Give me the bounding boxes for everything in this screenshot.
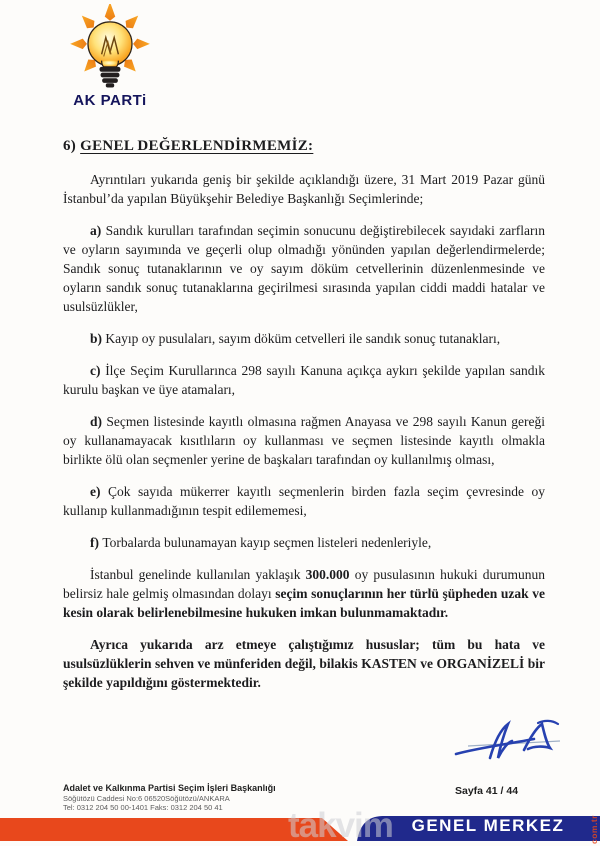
paragraph-bold-segment: c) (90, 363, 106, 378)
paragraph (63, 482, 545, 520)
paragraph-segment: Sandık kurulları tarafından seçimin sonucunu değiştirebilecek sayıdaki zarfların ve oyların sayımında ve geçerli olup olmadığı yönünden yapılan değerlendirmelerde; Sandık sonuç tutanaklarının ve oy sayım döküm cetvellerinin düzenlenmesinde ve oyların sandık sonuç tutanaklarına geçirilmesi sırasında yapılan ciddi maddi hatalar ve usulsüzlükler, (63, 223, 545, 314)
footer-contact-block (63, 784, 276, 813)
paragraph-segment: Çok sayıda mükerrer kayıtlı seçmenlerin birden fazla seçim çevresinde oy kullanıp kullanmadığının tespit edilememesi, (63, 484, 545, 518)
watermark-text: takvim (288, 806, 393, 845)
paragraph-segment: oy pusulasının hukuki durumunun belirsiz hale gelmiş olmasından dolayı (63, 567, 546, 601)
document-body (63, 136, 545, 705)
section-number: 6) (63, 138, 81, 154)
footer-address: Söğütözü Caddesi No:6 06520Söğütözü/ANKARA (63, 793, 230, 803)
paragraph-list (63, 170, 545, 692)
paragraph-segment: Kayıp oy pusulaları, sayım döküm cetvelleri ile sandık sonuç tutanakları, (105, 331, 501, 346)
paragraph-segment: İstanbul genelinde kullanılan yaklaşık (90, 567, 306, 582)
paragraph-bold-segment: 300.000 (305, 567, 350, 582)
party-logo (52, 4, 168, 109)
handwritten-signature (438, 708, 583, 780)
paragraph-bold-segment: e) (90, 484, 108, 499)
paragraph (63, 361, 545, 399)
paragraph-segment: Ayrıntıları yukarıda geniş bir şekilde açıklandığı üzere, 31 Mart 2019 Pazar günü İstanbul’da yapılan Büyükşehir Belediye Başkanlığı Seçimlerinde; (63, 172, 545, 206)
paragraph-bold-segment: d) (90, 414, 107, 429)
paragraph-bold-segment: seçim sonuçlarının her türlü şüpheden uzak ve kesin olarak belirlenebilmesine hukuken imkan bulunmamaktadır. (63, 586, 545, 620)
paragraph-bold-segment: Ayrıca yukarıda arz etmeye çalıştığımız hususlar; tüm bu hata ve usulsüzlüklerin sehven ve münferiden değil, bilakis KASTEN ve ORGANİZELİ bir şekilde yapıldığını göstermektedir. (63, 637, 545, 690)
footer-department: Adalet ve Kalkınma Partisi Seçim İşleri Başkanlığı (63, 783, 276, 793)
paragraph (63, 565, 545, 622)
paragraph (63, 533, 545, 552)
paragraph (63, 221, 545, 316)
footer-phone: Tel: 0312 204 50 00-1401 Faks: 0312 204 50 41 (63, 803, 223, 812)
paragraph (63, 170, 545, 208)
watermark-suffix: com.tr (589, 815, 599, 844)
paragraph (63, 329, 545, 348)
paragraph-segment: İlçe Seçim Kurullarınca 298 sayılı Kanuna açıkça aykırı şekilde yapılan sandık kurulu başkan ve üye atamaları, (63, 363, 545, 397)
party-name: AK PARTi (73, 92, 147, 109)
paragraph-bold-segment: b) (90, 331, 106, 346)
paragraph-bold-segment: f) (90, 535, 103, 550)
paragraph (63, 412, 545, 469)
banner-orange-stripe (0, 818, 348, 841)
page-number: Sayfa 41 / 44 (455, 785, 519, 797)
banner-label: GENEL MERKEZ (411, 816, 565, 835)
paragraph (63, 635, 545, 692)
section-title: GENEL DEĞERLENDİRMEMİZ: (80, 138, 314, 154)
paragraph-bold-segment: a) (90, 223, 106, 238)
section-heading (63, 136, 545, 156)
paragraph-segment: Seçmen listesinde kayıtlı olmasına rağmen Anayasa ve 298 sayılı Kanun gereği oy kullanamayacak kısıtlıların oy kullanması ve seçmen listesinde kayıtlı olmakla birlikte ölü olan seçmenler yerine de başkaları tarafından oy kullanılmış olması, (63, 414, 545, 467)
akparti-bulb-logo-icon (54, 4, 166, 90)
paragraph-segment: Torbalarda bulunamayan kayıp seçmen listeleri nedenleriyle, (102, 535, 432, 550)
